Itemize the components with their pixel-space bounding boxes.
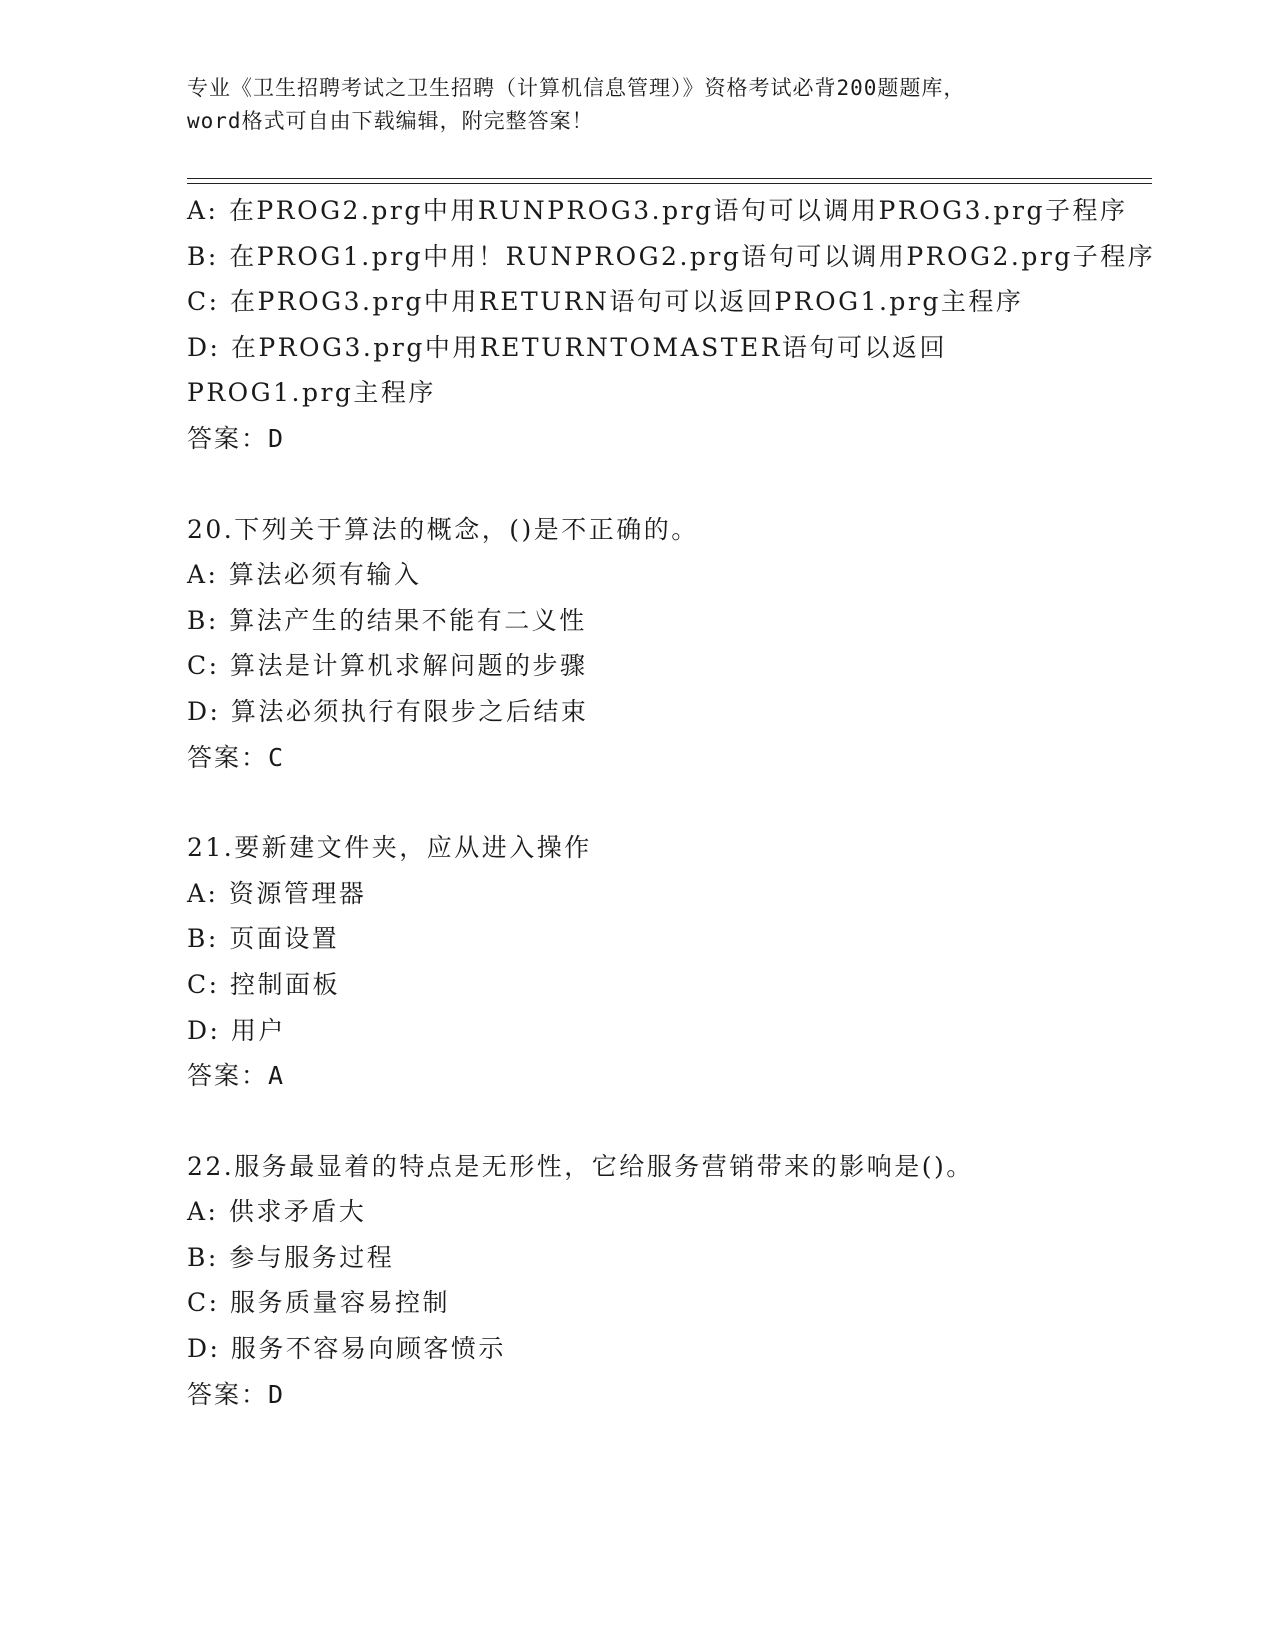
option-a: A: 在PROG2.prg中用RUNPROG3.prg语句可以调用PROG3.prg子程序 (187, 196, 1128, 225)
answer-line (187, 1053, 1087, 1099)
answer-label: 答案： (187, 742, 269, 772)
option-d: D: 服务不容易向顾客愤示 (187, 1334, 506, 1364)
option-a: A: 资源管理器 (187, 878, 367, 908)
question-text: 20.下列关于算法的概念，()是不正确的。 (187, 514, 699, 544)
option-c: C: 在PROG3.prg中用RETURN语句可以返回PROG1.prg主程序 (187, 287, 1024, 317)
option-d: D: 在PROG3.prg中用RETURNTOMASTER语句可以返回PROG1.prg主程序 (187, 332, 948, 408)
header-line-1: 专业《卫生招聘考试之卫生招聘（计算机信息管理）》资格考试必背200题题库， (187, 76, 966, 100)
option-c: C: 算法是计算机求解问题的步骤 (187, 651, 588, 681)
option-b: B: 在PROG1.prg中用！RUNPROG2.prg语句可以调用PROG2.prg子程序 (187, 241, 1156, 271)
question-text: 22.服务最显着的特点是无形性，它给服务营销带来的影响是()。 (187, 1151, 974, 1181)
answer-label: 答案： (187, 1061, 269, 1091)
question-19-block (187, 188, 1156, 462)
option-a: A: 算法必须有输入 (187, 560, 422, 590)
option-b: B: 参与服务过程 (187, 1242, 395, 1272)
question-20-block (187, 507, 1087, 781)
option-d: D: 用户 (187, 1015, 286, 1045)
question-list (187, 188, 1156, 1417)
answer-value: D (268, 423, 286, 453)
document-header (187, 72, 1087, 138)
answer-label: 答案： (187, 1379, 269, 1409)
answer-line (187, 416, 1087, 462)
answer-line (187, 1372, 1087, 1418)
option-b: B: 算法产生的结果不能有二义性 (187, 605, 587, 635)
option-a: A: 供求矛盾大 (187, 1197, 367, 1227)
answer-line (187, 735, 1087, 781)
answer-label: 答案： (187, 423, 269, 453)
answer-value: A (268, 1061, 286, 1091)
header-rule-bottom (187, 183, 1152, 184)
option-c: C: 控制面板 (187, 969, 340, 999)
question-21-block (187, 825, 1087, 1099)
answer-value: C (268, 742, 286, 772)
question-text: 21.要新建文件夹，应从进入操作 (187, 833, 592, 863)
question-22-block (187, 1144, 1087, 1418)
option-c: C: 服务质量容易控制 (187, 1288, 450, 1318)
answer-value: D (268, 1379, 286, 1409)
header-line-2: word格式可自由下载编辑，附完整答案！ (187, 109, 594, 133)
option-d: D: 算法必须执行有限步之后结束 (187, 696, 589, 726)
option-b: B: 页面设置 (187, 924, 340, 954)
header-rule-top (187, 178, 1152, 179)
